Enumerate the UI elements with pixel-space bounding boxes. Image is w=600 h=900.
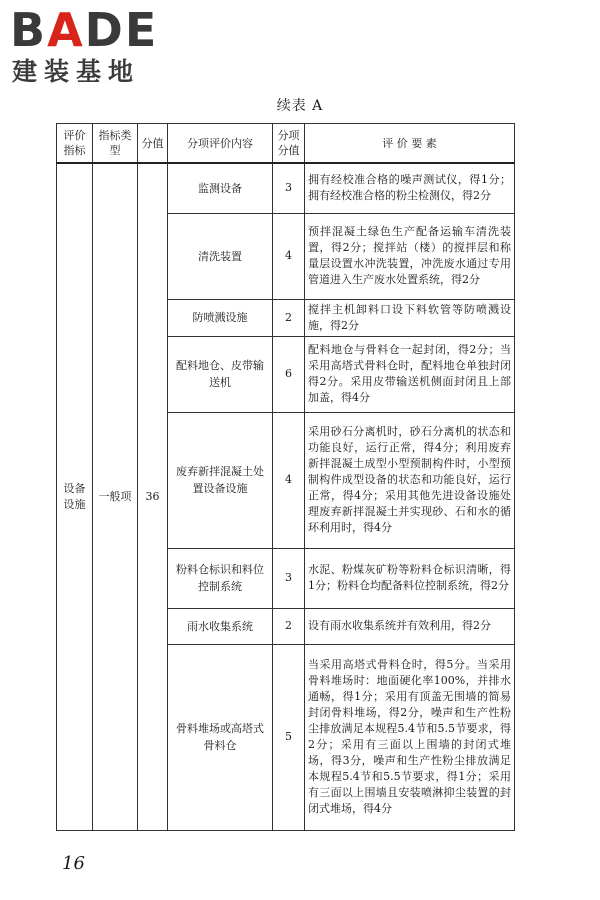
logo-subtitle: 建装基地 (12, 57, 141, 86)
item-cell: 废弃新拌混凝土处置设备设施 (168, 412, 273, 548)
type-cell: 一般项 (93, 163, 138, 830)
points-cell: 3 (273, 163, 305, 213)
item-cell: 雨水收集系统 (168, 608, 273, 644)
item-cell: 清洗装置 (168, 213, 273, 299)
item-cell: 粉料仓标识和料位控制系统 (168, 548, 273, 608)
table-caption: 续表 A (276, 98, 324, 114)
points-cell: 2 (273, 608, 305, 644)
points-cell: 5 (273, 644, 305, 830)
header-requirement: 评 价 要 素 (305, 124, 515, 164)
evaluation-table (56, 123, 515, 831)
item-cell: 配料地仓、皮带输送机 (168, 336, 273, 412)
item-cell: 骨料堆场或高塔式骨料仓 (168, 644, 273, 830)
indicator-cell: 设备设施 (57, 163, 93, 830)
points-cell: 4 (273, 213, 305, 299)
table-header-row (57, 124, 515, 164)
score-cell: 36 (138, 163, 168, 830)
page-number: 16 (62, 853, 85, 874)
logo-wordmark: BADE (10, 3, 159, 57)
requirement-cell: 搅拌主机卸料口设下料软管等防喷溅设施，得2分 (305, 299, 515, 336)
item-cell: 监测设备 (168, 163, 273, 213)
requirement-cell: 水泥、粉煤灰矿粉等粉料仓标识清晰，得1分；粉料仓均配备料位控制系统，得2分 (305, 548, 515, 608)
header-type: 指标类型 (93, 124, 138, 164)
points-cell: 6 (273, 336, 305, 412)
points-cell: 4 (273, 412, 305, 548)
requirement-cell: 采用砂石分离机时，砂石分离机的状态和功能良好，运行正常，得4分；利用废弃新拌混凝土成型小型预制构件时，小型预制构件成型设备的状态和功能良好，运行正常，得4分；采用其他先进设备设施处理废弃新拌混凝土并实现砂、石和水的循环利用时，得4分 (305, 412, 515, 548)
brand-logo (10, 3, 180, 86)
requirement-cell: 拥有经校准合格的噪声测试仪，得1分；拥有经校准合格的粉尘检测仪，得2分 (305, 163, 515, 213)
points-cell: 3 (273, 548, 305, 608)
requirement-cell: 当采用高塔式骨料仓时，得5分。当采用骨料堆场时：地面硬化率100%，并排水通畅，得1分；采用有顶盖无围墙的简易封闭骨料堆场，得2分，噪声和生产性粉尘排放满足本规程5.4节和5.5节要求，得2分；采用有三面以上围墙的封闭式堆场，得3分，噪声和生产性粉尘排放满足本规程5.4节和5.5节要求，得1分；采用有三面以上围墙且安装喷淋抑尘装置的封闭式堆场，得4分 (305, 644, 515, 830)
points-cell: 2 (273, 299, 305, 336)
requirement-cell: 配料地仓与骨料仓一起封闭，得2分；当采用高塔式骨料仓时，配料地仓单独封闭得2分。采用皮带输送机侧面封闭且上部加盖，得4分 (305, 336, 515, 412)
requirement-cell: 预拌混凝土绿色生产配备运输车清洗装置，得2分；搅拌站（楼）的搅拌层和称量层设置水冲洗装置，冲洗废水通过专用管道进入生产废水处置系统，得2分 (305, 213, 515, 299)
header-item: 分项评价内容 (168, 124, 273, 164)
requirement-cell: 设有雨水收集系统并有效利用，得2分 (305, 608, 515, 644)
header-indicator: 评价指标 (57, 124, 93, 164)
header-points: 分项分值 (273, 124, 305, 164)
header-score: 分值 (138, 124, 168, 164)
table-row (57, 163, 515, 213)
item-cell: 防喷溅设施 (168, 299, 273, 336)
